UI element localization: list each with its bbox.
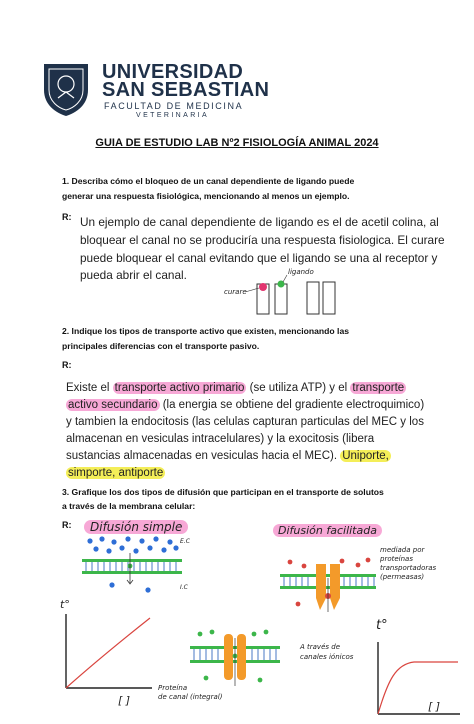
answer-2-label: R: — [62, 360, 72, 370]
answer-1-line2: bloquear el canal no se produciría una respuesta fisiologica. El curare — [80, 233, 445, 247]
right-graph-saturation — [374, 640, 462, 720]
intracellular-label: I.C — [180, 584, 188, 591]
answer-1-label: R: — [62, 212, 72, 222]
question-3-line2: a través de la membrana celular: — [62, 501, 196, 511]
simple-diffusion-membrane — [82, 535, 182, 603]
answer-2-line4: almacenan en vesiculas intracelulares) y la exocitosis (libera — [66, 433, 375, 445]
answer-1-line3: puede bloquear el canal evitando que el ligando se una al receptor y — [80, 251, 438, 265]
university-name-line2: SAN SEBASTIAN — [102, 79, 270, 101]
left-graph-y-label: t° — [60, 598, 70, 611]
question-3-line1: 3. Grafique los dos tipos de difusión que participan en el transporte de solutos — [62, 487, 384, 497]
university-name-line1: UNIVERSIDAD — [102, 61, 244, 83]
facilitated-diffusion-title: Difusión facilitada — [273, 524, 382, 537]
document-title: GUIA DE ESTUDIO LAB Nº2 FISIOLOGÍA ANIMAL 2024 — [95, 137, 379, 149]
question-1-line1: 1. Describa cómo el bloqueo de un canal dependiente de ligando puede — [62, 176, 355, 186]
left-graph-x-label: [ ] — [118, 694, 131, 707]
question-2-line1: 2. Indique los tipos de transporte activo que existen, mencionando las — [62, 326, 349, 336]
highlight-uniporte: Uniporte, — [342, 450, 389, 462]
highlight-simporte-antiporte: simporte, antiporte — [68, 467, 164, 479]
ion-channel-note: A través de canales iónicos — [300, 643, 354, 661]
right-graph-y-label: t° — [376, 618, 388, 633]
simple-diffusion-title: Difusión simple — [84, 520, 188, 534]
faculty-name-line2: VETERINARIA — [136, 112, 210, 119]
extracellular-label: E.C — [180, 538, 190, 545]
university-logo-icon — [40, 60, 92, 118]
answer-2-line5: sustancias almacenadas en vesiculas hacia el MEC). Uniporte, — [66, 450, 389, 462]
highlight-secondary-active-transport-a: transporte — [352, 382, 405, 394]
curare-label: curare — [224, 288, 247, 296]
highlight-primary-active-transport: transporte activo primario — [114, 382, 245, 394]
answer-2-line2: activo secundario (la energia se obtiene del gradiente electroquimico) — [68, 399, 425, 411]
channel-protein-note: Proteína de canal (integral) — [158, 684, 223, 701]
faculty-name-line1: FACULTAD DE MEDICINA — [104, 101, 244, 111]
answer-1-line1: Un ejemplo de canal dependiente de ligando es el de acetil colina, al — [80, 215, 439, 229]
answer-2-line1: Existe el transporte activo primario (se utiliza ATP) y el transporte — [66, 382, 405, 394]
answer-2-line3: y tambien la endocitosis (las celulas capturan particulas del MEC y los — [66, 416, 424, 428]
answer-1-line4: pueda abrir el canal. — [80, 268, 187, 282]
answer-2-line6 — [66, 465, 458, 482]
right-graph-x-label: [ ] — [428, 700, 441, 713]
left-graph-linear — [62, 612, 154, 692]
ligand-label: ligando — [288, 268, 314, 276]
answer-3-label: R: — [62, 520, 72, 530]
highlight-secondary-active-transport-b: activo secundario — [68, 399, 158, 411]
carrier-note: mediada por proteínas transportadoras (permeasas) — [380, 546, 437, 581]
ion-channel-membrane — [190, 628, 280, 690]
question-1-line2: generar una respuesta fisiológica, mencionando al menos un ejemplo. — [62, 191, 350, 201]
carrier-protein-membrane — [280, 556, 376, 616]
question-2-line2: principales diferencias con el transporte pasivo. — [62, 341, 260, 351]
